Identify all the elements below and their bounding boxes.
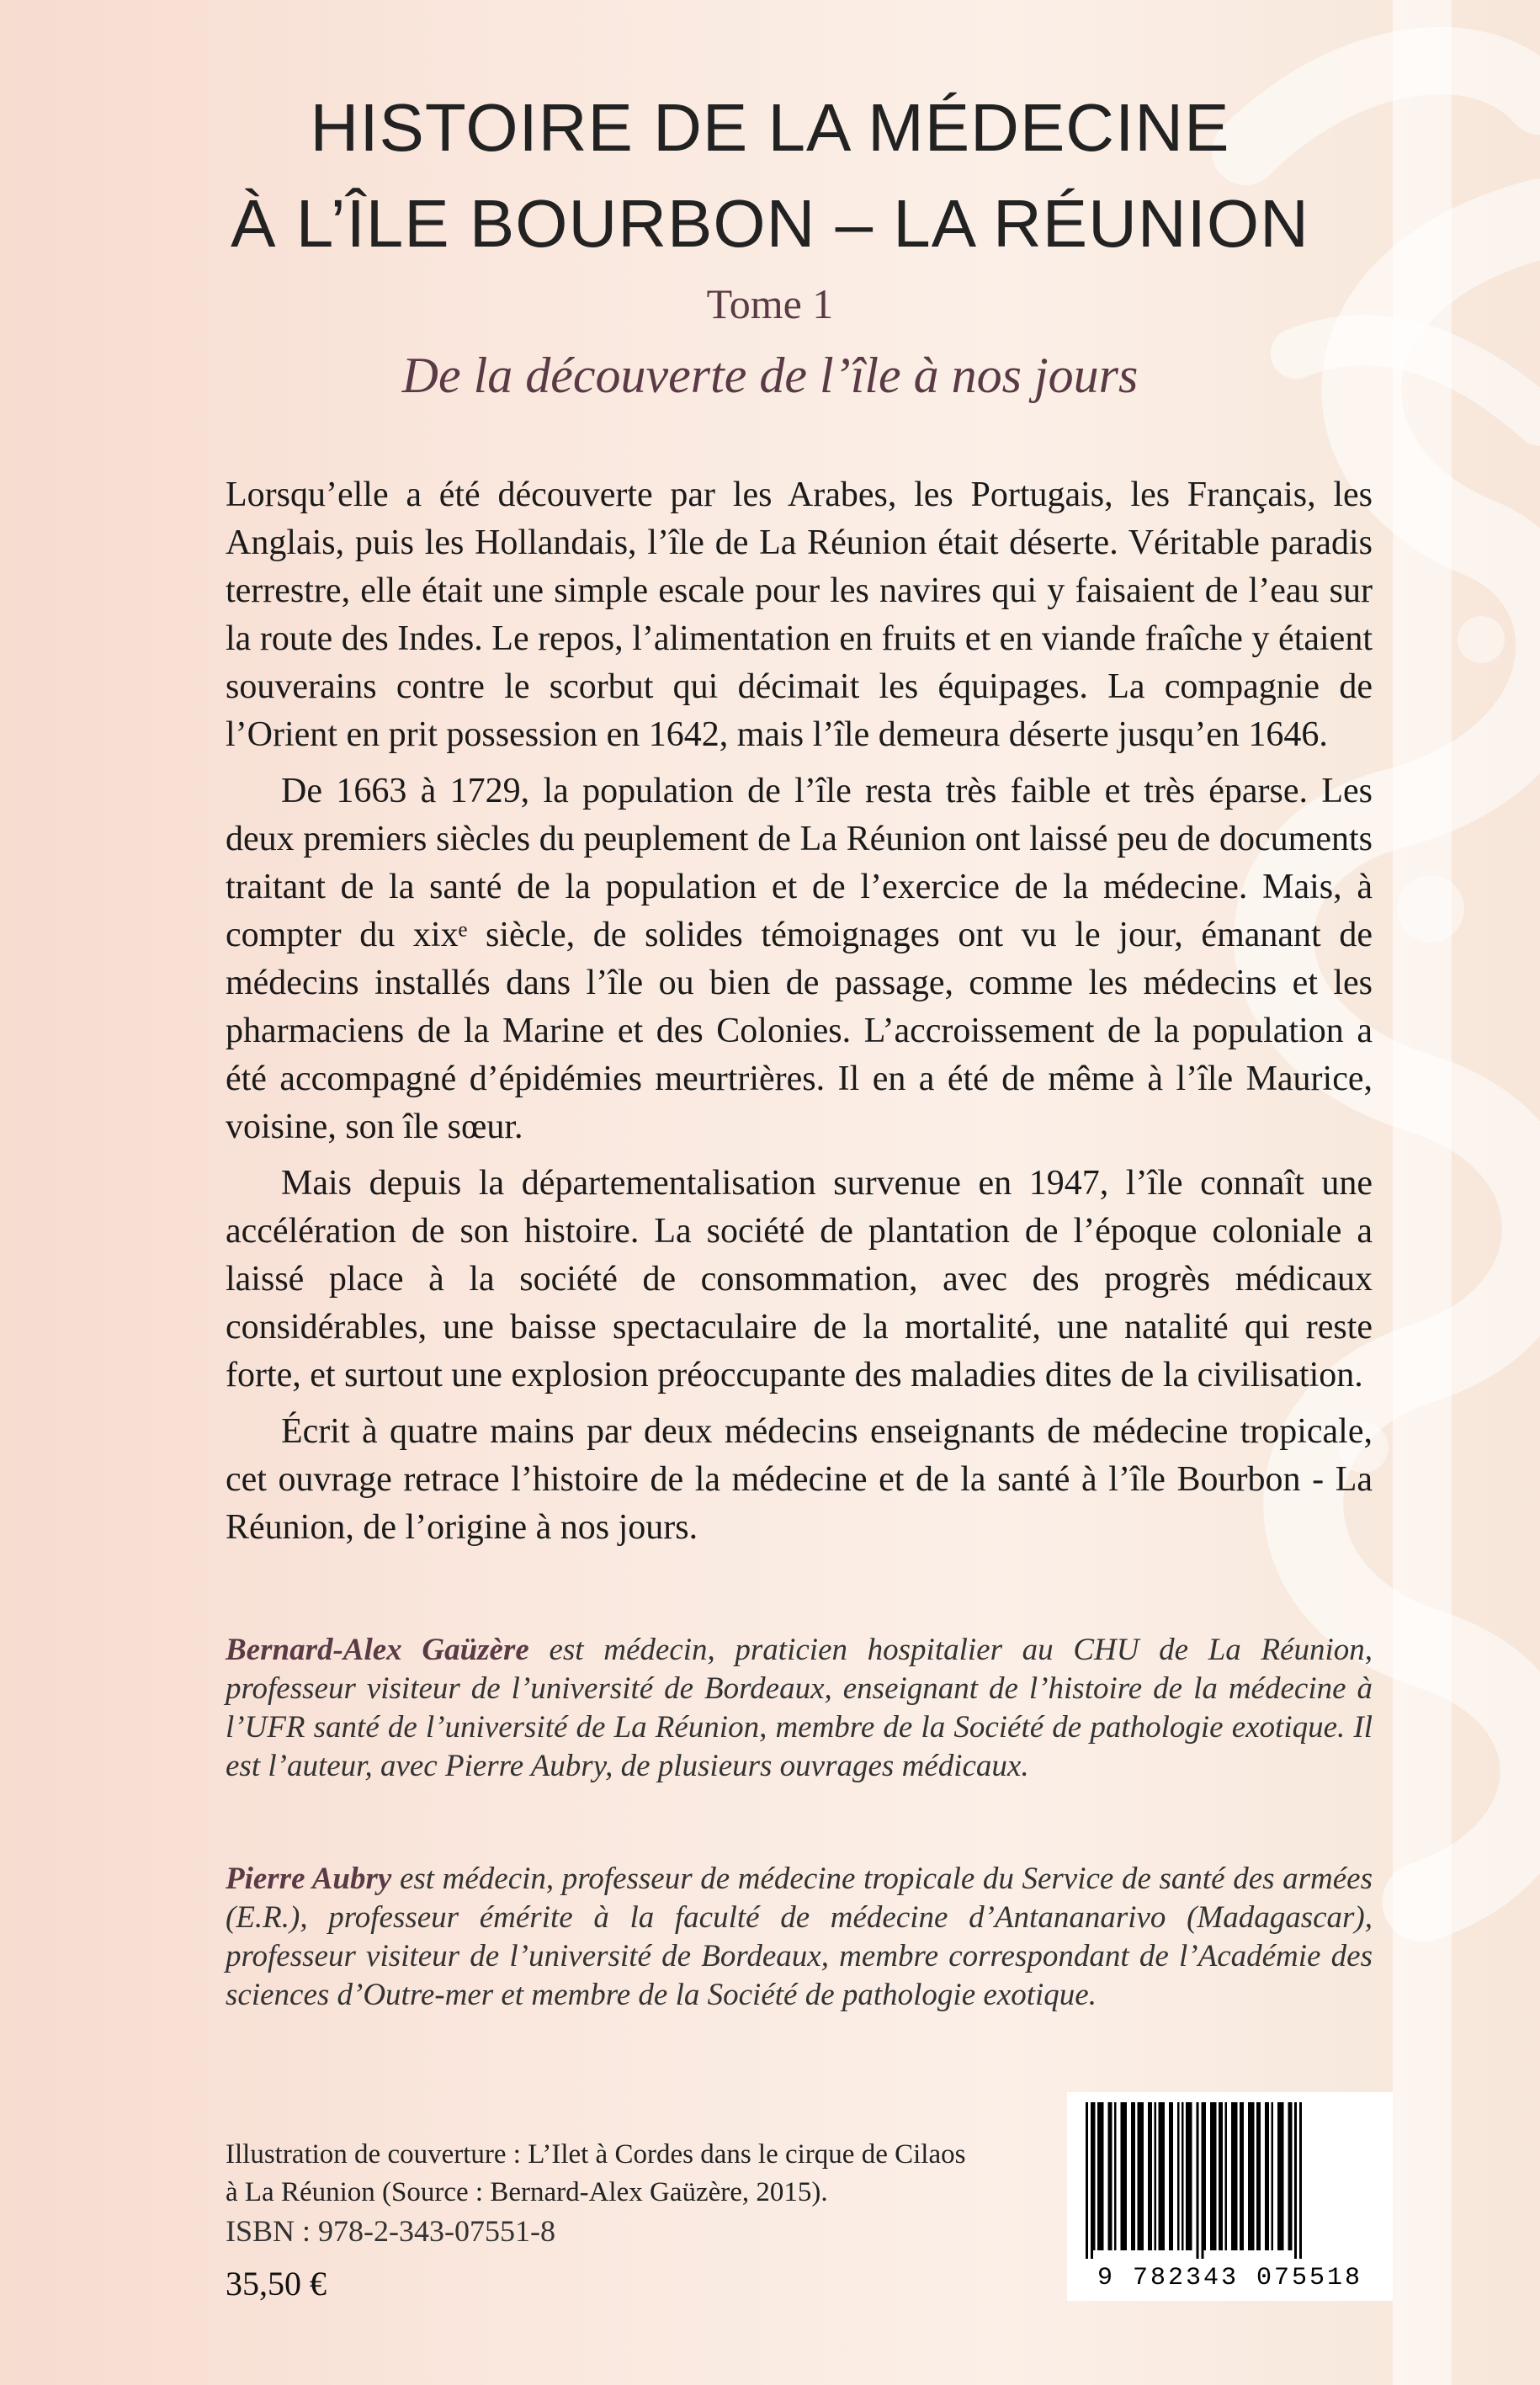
summary-paragraph-4: Écrit à quatre mains par deux médecins enseignants de médecine tropicale, cet ouvrage retrace l’histoire de la médecine et de la santé à l’île Bourbon - La Réunion, de l’origine à nos jours. bbox=[226, 1412, 1373, 1547]
cover-illustration-credit bbox=[226, 2136, 983, 2212]
author-name-1: Bernard-Alex Gaüzère bbox=[226, 1633, 529, 1667]
author-bio-1 bbox=[226, 1631, 1373, 1786]
author-bio-2 bbox=[226, 1860, 1373, 2015]
author-bio-text-1: est médecin, praticien hospitalier au CHU de La Réunion, professeur visiteur de l’université de Bordeaux, enseignant de l’histoire de la médecine à l’UFR santé de l’université de La Réunion, membre de la Société de pathologie exotique. Il est l’auteur, avec Pierre Aubry, de plusieurs ouvrages médicaux. bbox=[226, 1633, 1373, 1783]
isbn-text: ISBN : 978-2-343-07551-8 bbox=[226, 2214, 555, 2248]
barcode-number: 9 782343 075518 bbox=[1097, 2264, 1363, 2292]
author-name-2: Pierre Aubry bbox=[226, 1862, 392, 1896]
author-bio-text-2: est médecin, professeur de médecine tropicale du Service de santé des armées (E.R.), professeur émérite à la faculté de médecine d’Antananarivo (Madagascar), professeur visiteur de l’université de Bordeaux, membre correspondant de l’Académie des sciences d’Outre-mer et membre de la Société de pathologie exotique. bbox=[226, 1862, 1373, 2012]
credit-line-2: à La Réunion (Source : Bernard-Alex Gaüzère, 2015). bbox=[226, 2177, 828, 2207]
summary-text bbox=[226, 471, 1373, 1560]
barcode bbox=[1067, 2092, 1393, 2301]
summary-paragraph-2: De 1663 à 1729, la population de l’île resta très faible et très éparse. Les deux premiers siècles du peuplement de La Réunion ont laissé peu de documents traitant de la santé de la population et de l’exercice de la médecine. Mais, à compter du xixᵉ siècle, de solides témoignages ont vu le jour, émanant de médecins installés dans l’île ou bien de passage, comme les médecins et les pharmaciens de la Marine et des Colonies. L’accroissement de la population a été accompagné d’épidémies meurtrières. Il en a été de même à l’île Maurice, voisine, son île sœur. bbox=[226, 772, 1373, 1146]
credit-line-1: Illustration de couverture : L’Ilet à Cordes dans le cirque de Cilaos bbox=[226, 2139, 966, 2170]
summary-paragraph-3: Mais depuis la départementalisation survenue en 1947, l’île connaît une accélération de son histoire. La société de plantation de l’époque coloniale a laissé place à la société de consommation, avec des progrès médicaux considérables, une baisse spectaculaire de la mortalité, une natalité qui reste forte, et surtout une explosion préoccupante des maladies dites de la civilisation. bbox=[226, 1164, 1373, 1394]
book-title-line-1: HISTOIRE DE LA MÉDECINE bbox=[310, 90, 1230, 165]
book-title-line-2: À L’ÎLE BOURBON – LA RÉUNION bbox=[231, 186, 1309, 261]
book-subtitle: De la découverte de l’île à nos jours bbox=[401, 348, 1139, 403]
tome-label: Tome 1 bbox=[706, 280, 834, 327]
summary-paragraph-1: Lorsqu’elle a été découverte par les Arabes, les Portugais, les Français, les Anglais, puis les Hollandais, l’île de La Réunion était déserte. Véritable paradis terrestre, elle était une simple escale pour les navires qui y faisaient de l’eau sur la route des Indes. Le repos, l’alimentation en fruits et en viande fraîche y étaient souverains contre le scorbut qui décimait les équipages. La compagnie de l’Orient en prit possession en 1642, mais l’île demeura déserte jusqu’en 1646. bbox=[226, 475, 1373, 754]
barcode-bars bbox=[1067, 2092, 1393, 2260]
price-text: 35,50 € bbox=[226, 2265, 327, 2303]
